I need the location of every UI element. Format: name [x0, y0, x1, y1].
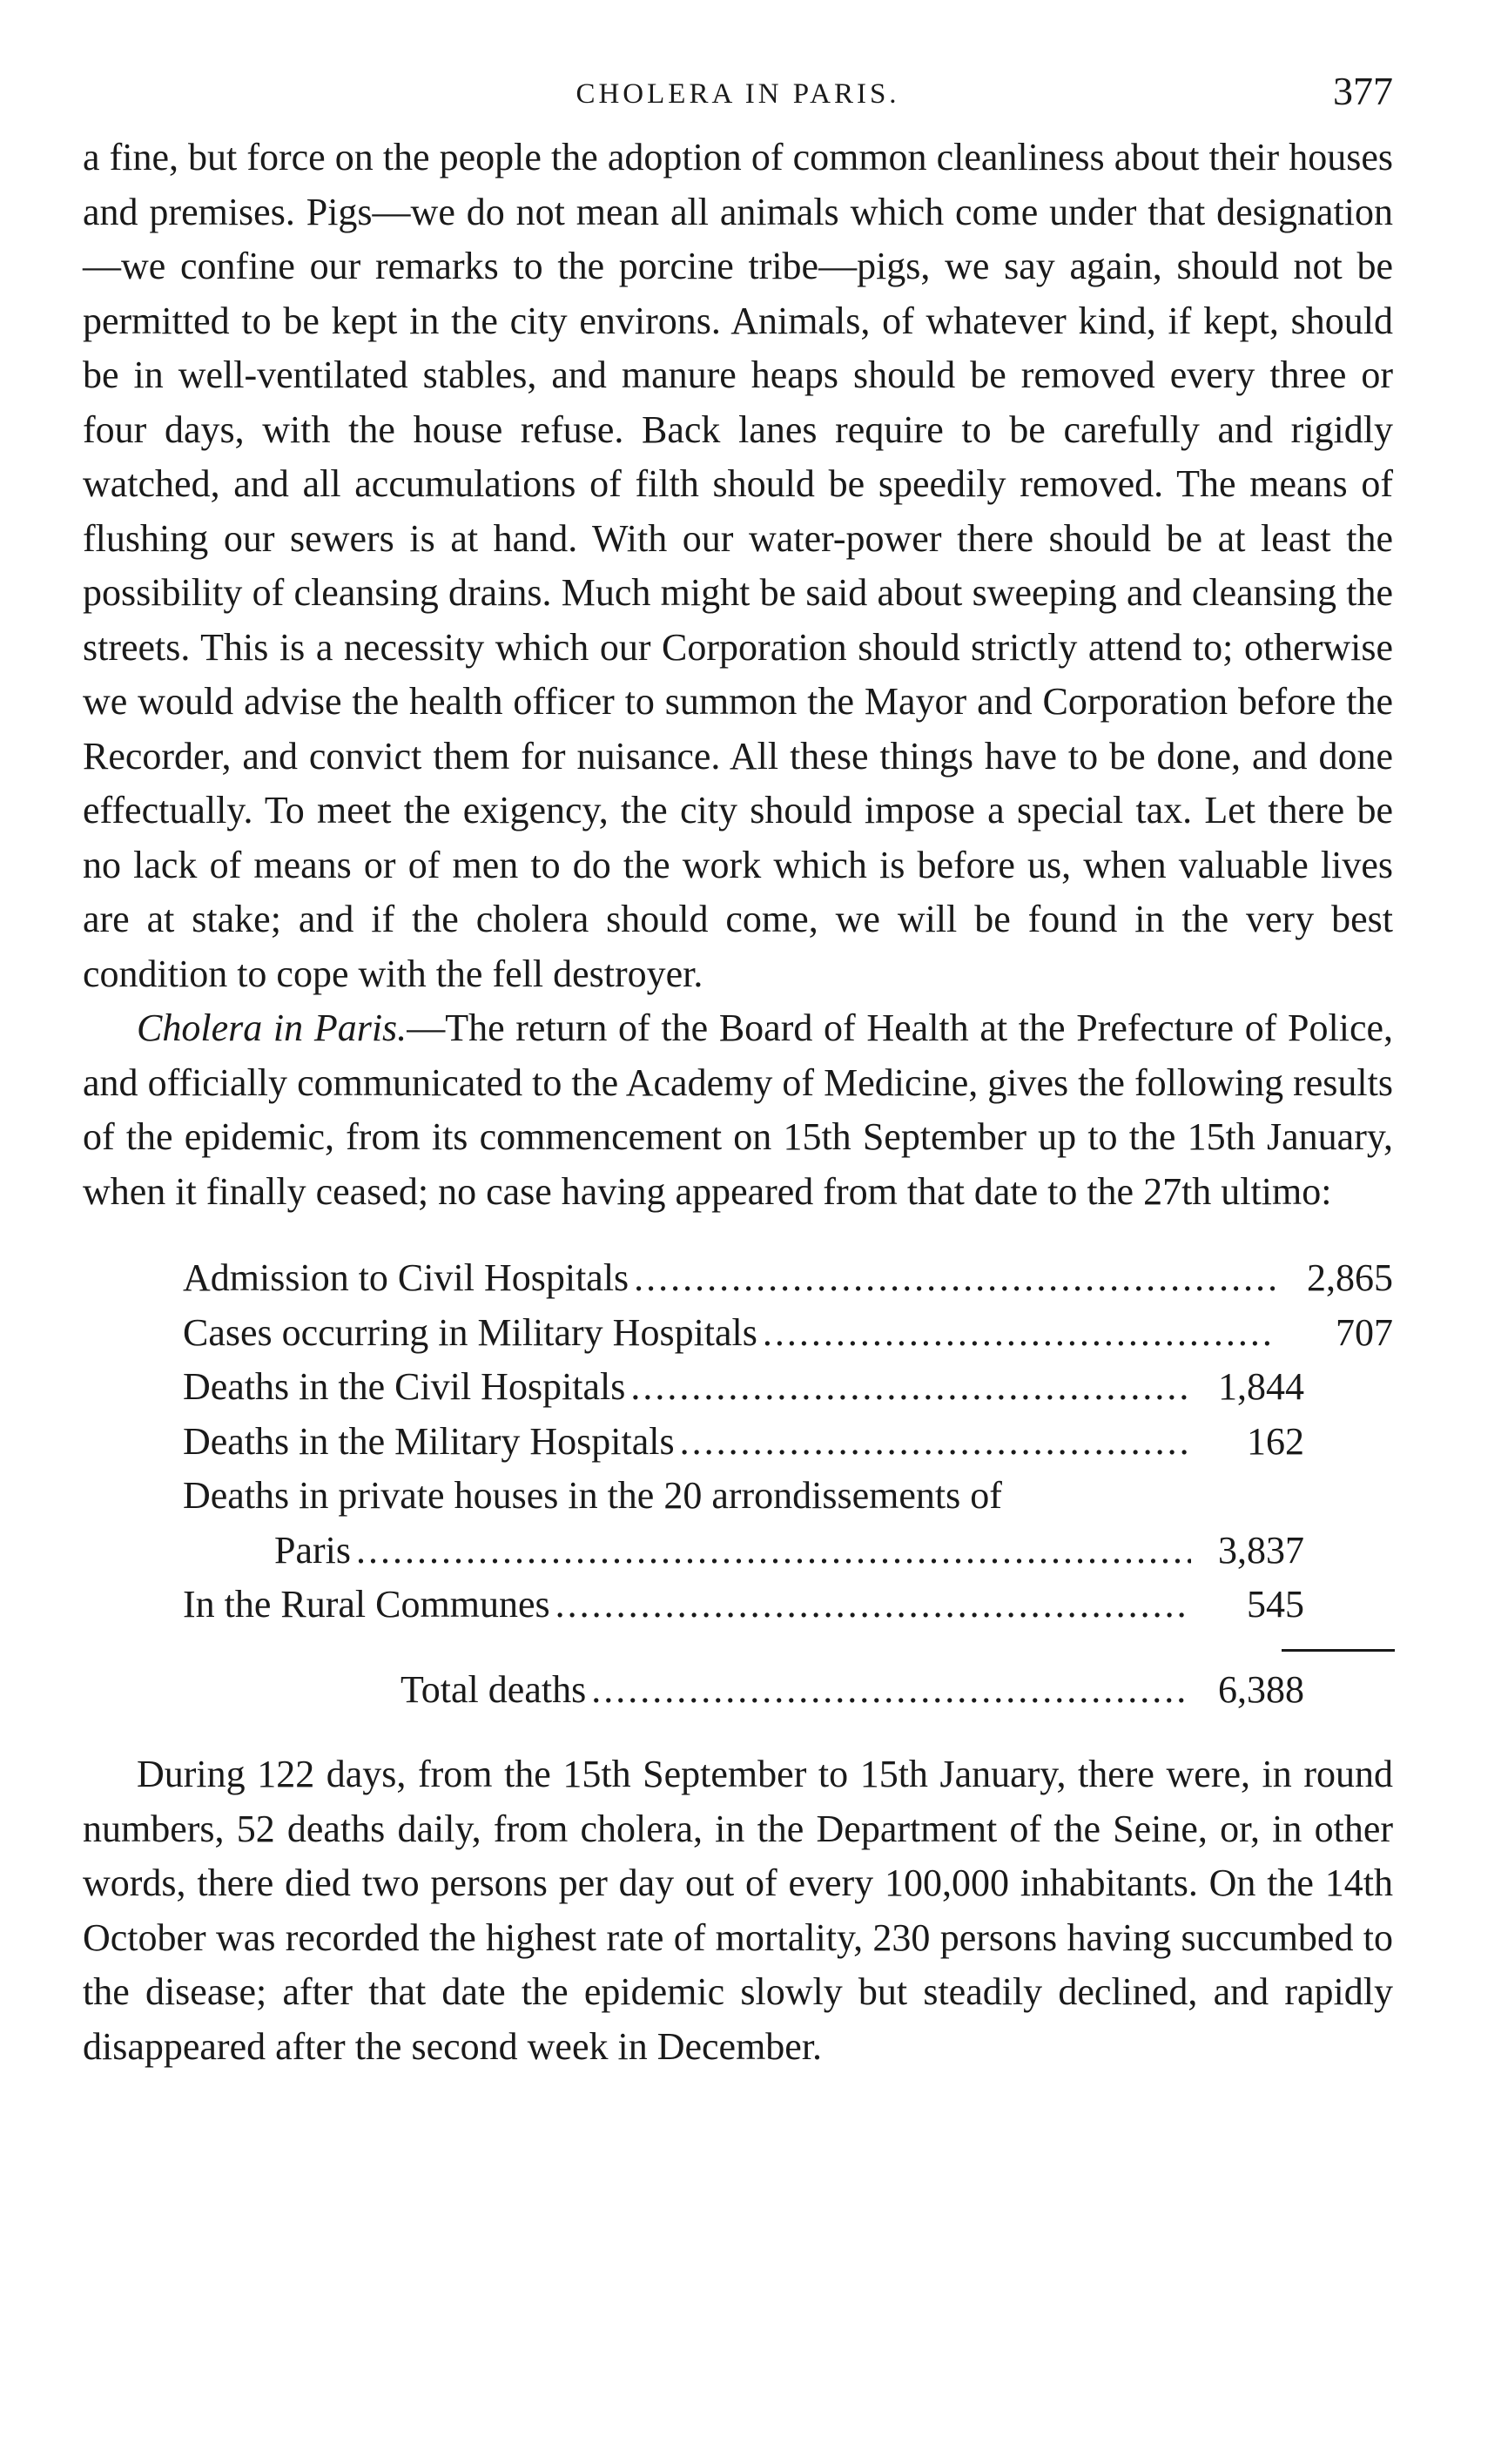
stat-value: 545 — [1247, 1583, 1304, 1626]
stat-row-military-cases — [183, 1310, 1393, 1365]
leader-dots — [555, 1582, 1191, 1626]
stat-value: 2,865 — [1307, 1256, 1393, 1299]
leader-dots — [763, 1310, 1275, 1355]
stat-value: 162 — [1247, 1419, 1304, 1463]
leader-dots — [356, 1528, 1191, 1572]
paragraph-cholera-text: —The return of the Board of Health at the Prefecture of Police, and officially communicated to the Academy of Medicine, gives the following results of the epidemic, from its commencement on 15th September up to the 15th January, when it finally ceased; no case having appeared from that date to the 27th ultimo: — [83, 1006, 1394, 1213]
stat-value: 3,837 — [1218, 1528, 1304, 1572]
stat-label: Deaths in the Civil Hospitals — [183, 1365, 626, 1408]
stat-label: Cases occurring in Military Hospitals — [183, 1310, 757, 1354]
stat-row-deaths-private-line2 — [183, 1528, 1393, 1583]
leader-dots — [680, 1419, 1191, 1464]
run-in-heading: Cholera in Paris. — [137, 1006, 407, 1049]
stat-row-deaths-private-line1 — [183, 1473, 1393, 1528]
stat-value: 707 — [1336, 1310, 1393, 1354]
running-title: CHOLERA IN PARIS. — [575, 78, 900, 110]
page-header — [83, 52, 1393, 131]
stat-label: Admission to Civil Hospitals — [183, 1256, 629, 1299]
leader-dots — [630, 1364, 1191, 1409]
page-number: 377 — [1333, 69, 1393, 113]
paragraph-mortality: During 122 days, from the 15th September to 15th January, there were, in round numbers, 52 deaths daily, from cholera, in the Department of the Seine, or, in other words, there died two persons per day out of every 100,000 inhabitants. On the 14th October was recorded the highest rate of mortality, 230 persons having succumbed to the disease; after that date the epidemic slowly but steadily declined, and rapidly disappeared after the second week in December. — [83, 1753, 1393, 2068]
stat-row-civil-admissions — [183, 1256, 1393, 1310]
stat-label: Paris — [274, 1528, 351, 1572]
sum-rule — [1282, 1649, 1395, 1652]
stat-row-deaths-military — [183, 1419, 1393, 1474]
stat-label: In the Rural Communes — [183, 1583, 550, 1626]
stat-label: Deaths in private houses in the 20 arrondissements of — [183, 1474, 1002, 1517]
paragraph-cholera-in-paris — [83, 1001, 1393, 1219]
leader-dots — [634, 1256, 1275, 1300]
stat-value: 6,388 — [1218, 1667, 1304, 1711]
stat-label: Total deaths — [400, 1667, 587, 1711]
leader-dots — [591, 1667, 1191, 1712]
stat-value: 1,844 — [1218, 1365, 1304, 1408]
paragraph-sanitation: a fine, but force on the people the adoption of common cleanliness about their houses and premises. Pigs—we do not mean all animals which come under that designation—we confine our remarks to the porcine tribe—pigs, we say again, should not be permitted to be kept in the city environs. Animals, of whatever kind, if kept, should be in well-ventilated stables, and manure heaps should be removed every three or four days, with the house refuse. Back lanes require to be carefully and rigidly watched, and all accumulations of filth should be speedily removed. The means of flushing our sewers is at hand. With our water-power there should be at least the possibility of cleansing drains. Much might be said about sweeping and cleansing the streets. This is a necessity which our Corporation should strictly attend to; otherwise we would advise the health officer to summon the Mayor and Corporation before the Recorder, and convict them for nuisance. All these things have to be done, and done effectually. To meet the exigency, the city should impose a special tax. Let there be no lack of means or of men to do the work which is before us, when valuable lives are at stake; and if the cholera should come, we will be found in the very best condition to cope with the fell destroyer. — [83, 136, 1393, 995]
statistics-table — [183, 1256, 1393, 1721]
stat-row-rural — [183, 1582, 1393, 1637]
page — [83, 52, 1393, 2074]
stat-row-deaths-civil — [183, 1364, 1393, 1419]
stat-label: Deaths in the Military Hospitals — [183, 1419, 675, 1463]
stat-row-total — [183, 1667, 1393, 1722]
